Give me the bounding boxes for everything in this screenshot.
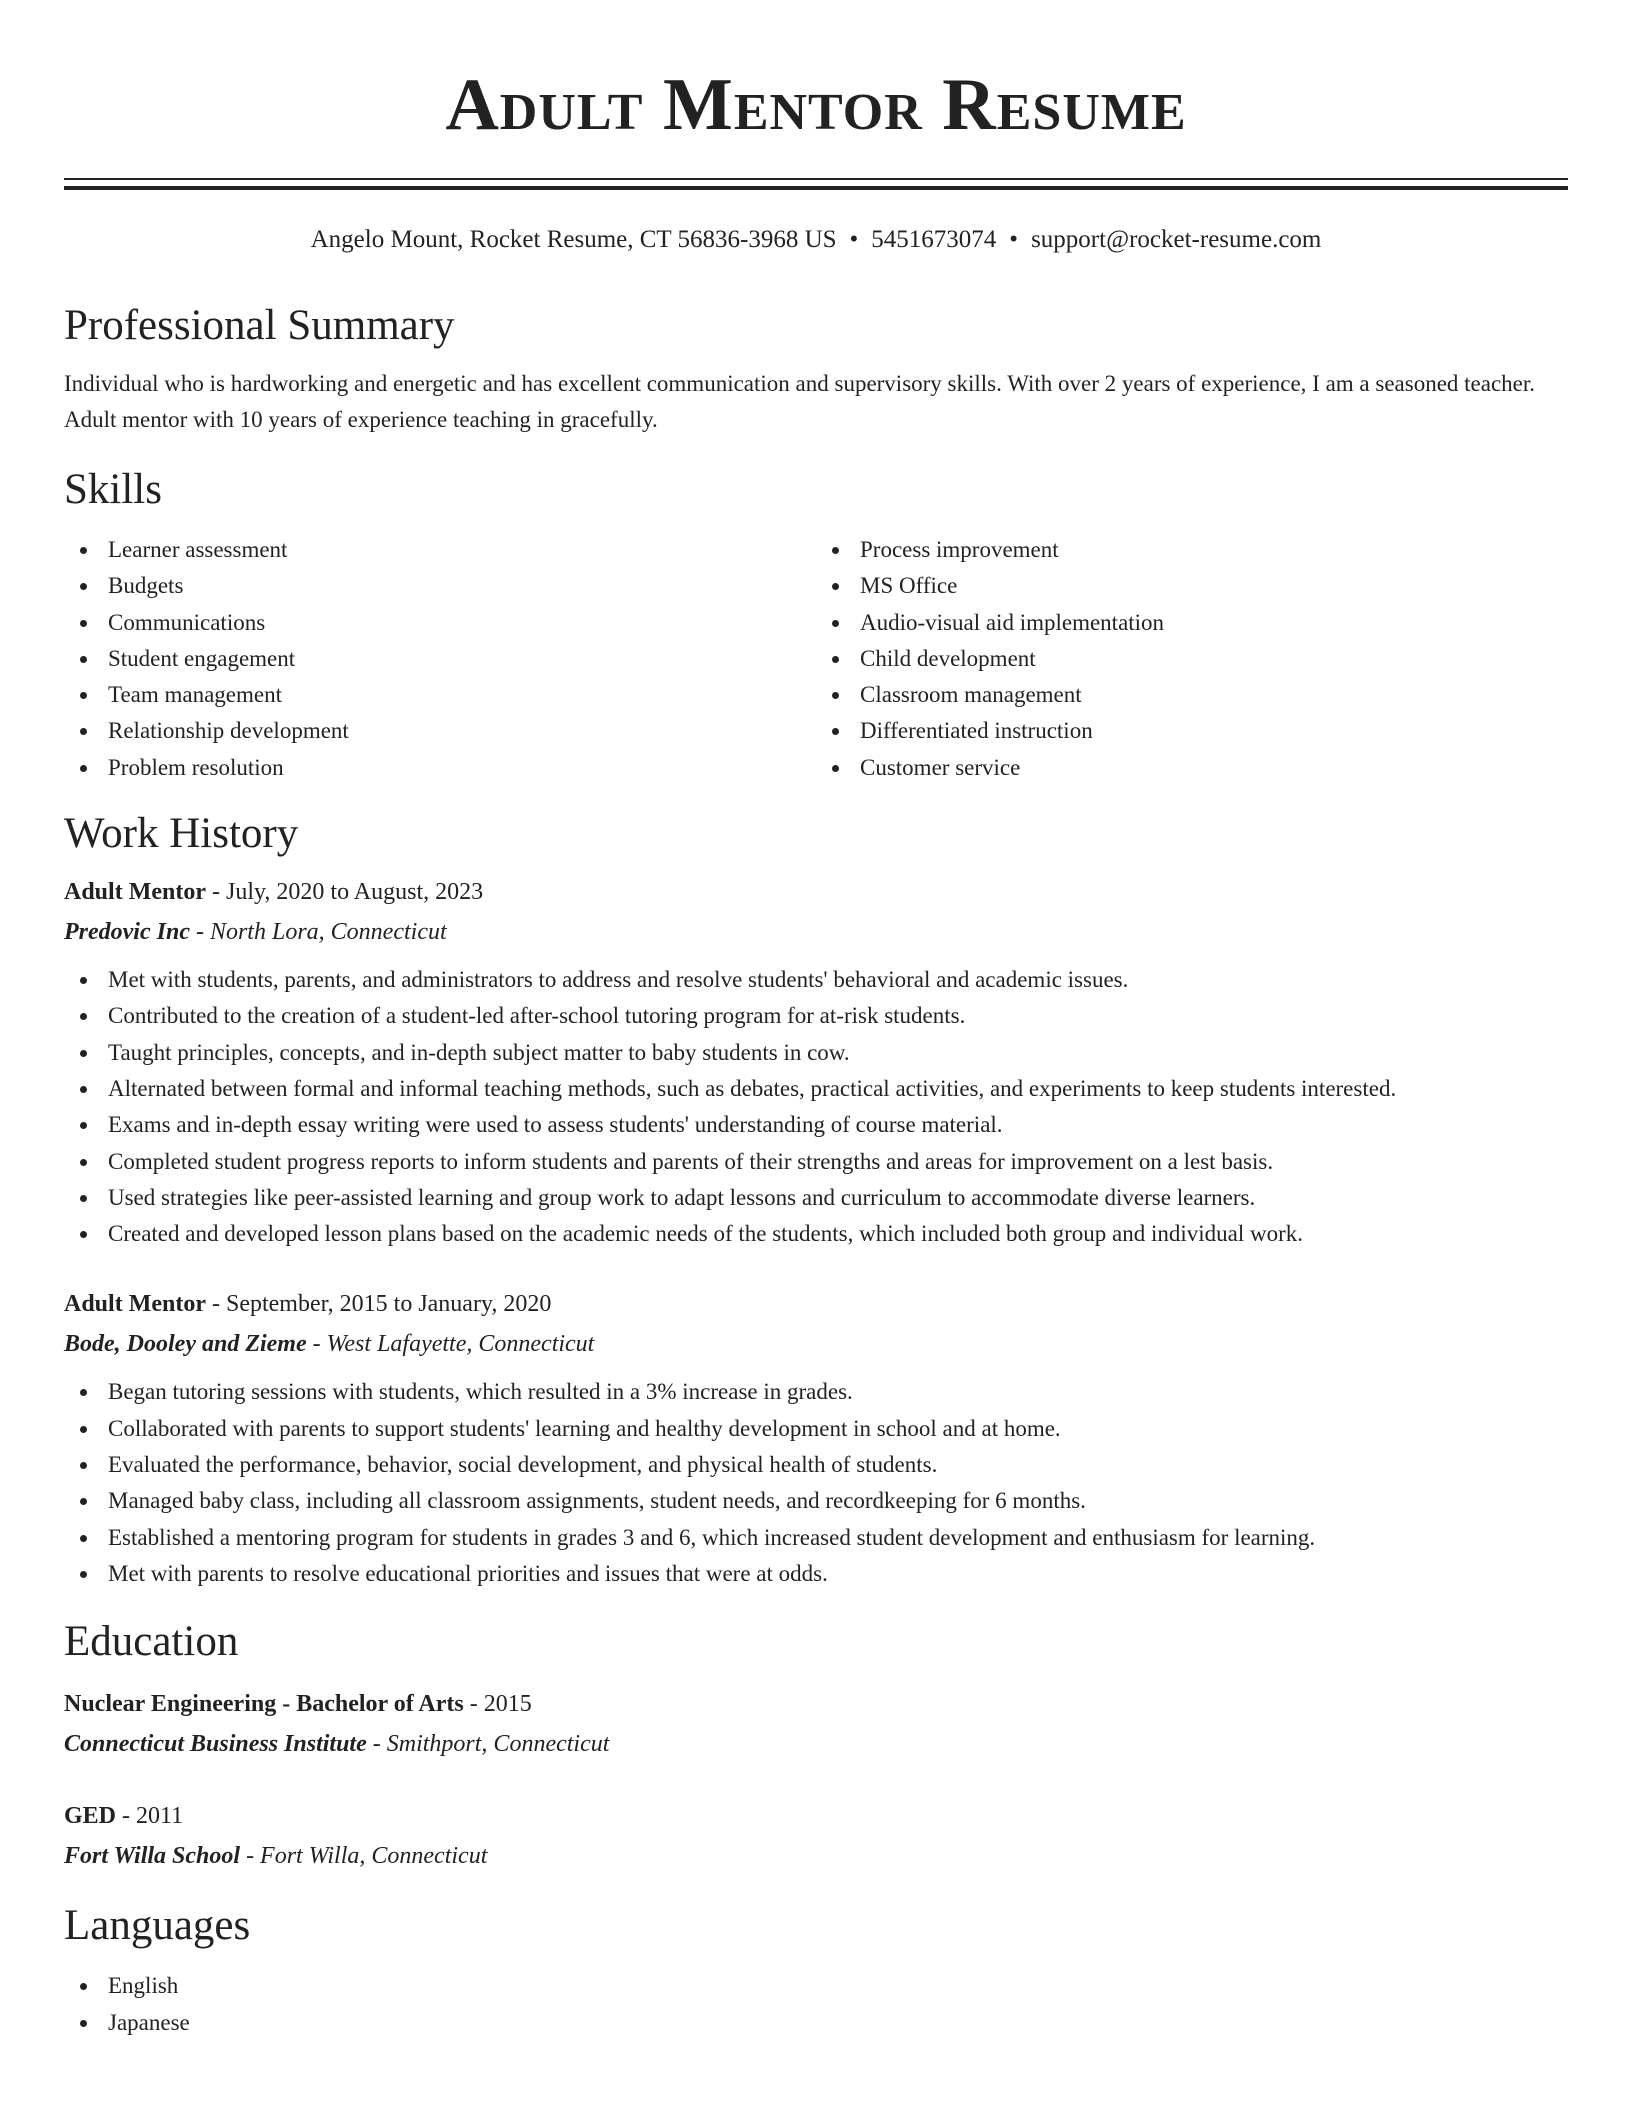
skill-item: Problem resolution (64, 750, 816, 786)
skill-item: Audio-visual aid implementation (816, 605, 1568, 641)
skill-item: Communications (64, 605, 816, 641)
education-degree: GED (64, 1803, 117, 1830)
job-duty: Used strategies like peer-assisted learning and group work to adapt lessons and curriculum to accommodate diverse learners. (64, 1180, 1568, 1216)
language-item: Japanese (64, 2005, 1568, 2041)
job-duty: Met with parents to resolve educational priorities and issues that were at odds. (64, 1556, 1568, 1592)
language-item: English (64, 1968, 1568, 2004)
education-degree-line (64, 1796, 1568, 1836)
job-entry (64, 872, 1568, 1252)
work-history-heading: Work History (64, 810, 299, 858)
job-header (64, 872, 1568, 912)
skill-item: Team management (64, 677, 816, 713)
job-dates: - July, 2020 to August, 2023 (205, 879, 484, 906)
skill-item: Student engagement (64, 641, 816, 677)
job-duty: Collaborated with parents to support students' learning and healthy development in school and at home. (64, 1411, 1568, 1447)
job-duty: Taught principles, concepts, and in-depth subject matter to baby students in cow. (64, 1035, 1568, 1071)
job-duty: Contributed to the creation of a student-led after-school tutoring program for at-risk students. (64, 998, 1568, 1034)
job-duty: Evaluated the performance, behavior, social development, and physical health of students. (64, 1447, 1568, 1483)
job-duty: Completed student progress reports to inform students and parents of their strengths and areas for improvement on a lest basis. (64, 1144, 1568, 1180)
education-year: - 2011 (116, 1803, 184, 1830)
education-school-line (64, 1724, 1568, 1764)
education-entry (64, 1796, 1568, 1876)
education-school: Connecticut Business Institute (64, 1731, 367, 1758)
job-location: - West Lafayette, Connecticut (306, 1331, 595, 1358)
skill-item: Process improvement (816, 532, 1568, 568)
contact-email: support@rocket-resume.com (1031, 226, 1322, 253)
contact-separator: • (1009, 226, 1019, 253)
contact-line (64, 222, 1568, 258)
skills-heading: Skills (64, 466, 162, 513)
education-degree-line (64, 1684, 1568, 1724)
job-duty: Began tutoring sessions with students, which resulted in a 3% increase in grades. (64, 1374, 1568, 1410)
skills-columns (64, 532, 1568, 786)
resume-title: Adult Mentor Resume (445, 64, 1187, 146)
job-duty: Established a mentoring program for students in grades 3 and 6, which increased student development and enthusiasm for learning. (64, 1520, 1568, 1556)
summary-heading: Professional Summary (64, 302, 455, 349)
skill-item: Differentiated instruction (816, 713, 1568, 749)
job-dates: - September, 2015 to January, 2020 (205, 1291, 552, 1318)
skill-item: Classroom management (816, 677, 1568, 713)
education-entry (64, 1684, 1568, 1764)
job-duty: Managed baby class, including all classroom assignments, student needs, and recordkeeping for 6 months. (64, 1483, 1568, 1519)
education-location: - Fort Willa, Connecticut (240, 1843, 488, 1870)
summary-text: Individual who is hardworking and energetic and has excellent communication and supervisory skills. With over 2 years of experience, I am a seasoned teacher. Adult mentor with 10 years of experience teaching in gracefully. (64, 371, 1536, 432)
contact-separator: • (849, 226, 859, 253)
languages-heading: Languages (64, 1902, 251, 1950)
education-year: - 2015 (463, 1691, 532, 1718)
job-duty: Met with students, parents, and administrators to address and resolve students' behavioral and academic issues. (64, 962, 1568, 998)
skill-item: Child development (816, 641, 1568, 677)
title-divider (64, 178, 1568, 190)
contact-phone: 5451673074 (871, 226, 997, 253)
education-school: Fort Willa School (64, 1843, 241, 1870)
skills-left-list (64, 532, 816, 786)
skill-item: Customer service (816, 750, 1568, 786)
skill-item: MS Office (816, 568, 1568, 604)
job-location: - North Lora, Connecticut (189, 919, 447, 946)
job-duty: Exams and in-depth essay writing were used to assess students' understanding of course material. (64, 1107, 1568, 1143)
languages-list (64, 1968, 1568, 2041)
job-employer (64, 1324, 1568, 1364)
job-duties-list (64, 962, 1568, 1252)
job-employer (64, 912, 1568, 952)
job-duties-list (64, 1374, 1568, 1592)
job-duty: Created and developed lesson plans based on the academic needs of the students, which included both group and individual work. (64, 1216, 1568, 1252)
skills-right-list (816, 532, 1568, 786)
job-header (64, 1284, 1568, 1324)
job-company: Predovic Inc (64, 919, 190, 946)
education-heading: Education (64, 1618, 239, 1666)
education-location: - Smithport, Connecticut (366, 1731, 610, 1758)
job-entry (64, 1284, 1568, 1592)
skill-item: Relationship development (64, 713, 816, 749)
job-title: Adult Mentor (64, 879, 206, 906)
job-title: Adult Mentor (64, 1291, 206, 1318)
education-school-line (64, 1836, 1568, 1876)
contact-address: Angelo Mount, Rocket Resume, CT 56836-3968 US (310, 226, 837, 253)
skill-item: Learner assessment (64, 532, 816, 568)
job-company: Bode, Dooley and Zieme (64, 1331, 307, 1358)
education-degree: Nuclear Engineering - Bachelor of Arts (64, 1691, 464, 1718)
job-duty: Alternated between formal and informal teaching methods, such as debates, practical activities, and experiments to keep students interested. (64, 1071, 1568, 1107)
skill-item: Budgets (64, 568, 816, 604)
